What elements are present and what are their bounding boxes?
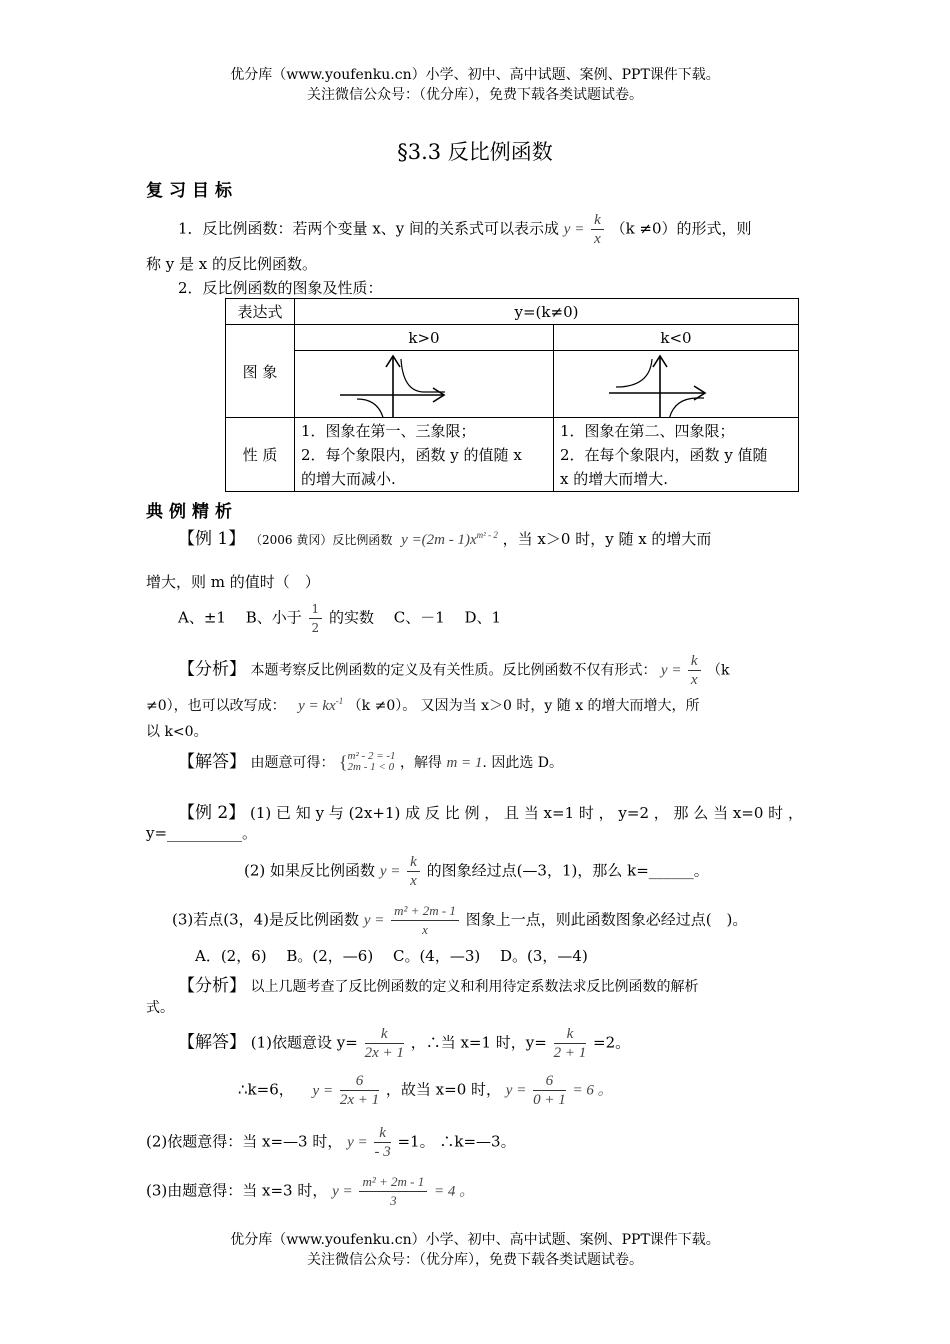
- solution-2-text-e: ，故当 x=0 时，: [385, 1080, 502, 1099]
- frac-den: 3: [390, 1193, 397, 1208]
- solution-2-label: 【解答】: [178, 1032, 246, 1053]
- label-properties: 性 质: [226, 418, 295, 492]
- solution-2-text-h: =1。 ∴k=—3。: [397, 1132, 516, 1151]
- frac-den: - 3: [374, 1144, 391, 1160]
- solution-1: [178, 747, 563, 775]
- review-item-1: [178, 211, 752, 248]
- solution-2-line-4: [146, 1173, 474, 1210]
- expression: y=(k≠0): [295, 299, 799, 325]
- hyperbola-positive-graph: [295, 351, 553, 417]
- frac-num: k: [407, 853, 420, 872]
- branch-quadrant-3: [357, 399, 385, 417]
- formula-y: y =: [363, 912, 385, 929]
- formula-y: y =: [505, 1082, 527, 1099]
- formula-y: y =: [347, 1134, 368, 1151]
- label-graph: 图 象: [226, 325, 295, 418]
- example-2-part-2: [244, 853, 709, 890]
- example-2-part-1: [178, 798, 803, 823]
- frac-num: k: [554, 1025, 587, 1044]
- frac-den: 2 + 1: [553, 1045, 587, 1061]
- branch-quadrant-1: [401, 359, 445, 392]
- neg-prop-3: x 的增大而增大.: [560, 469, 668, 488]
- solution-2-line-1: [178, 1025, 630, 1062]
- example-1-label: 【例 1】: [178, 529, 246, 549]
- label-expression: 表达式: [226, 299, 295, 325]
- analysis-1-label: 【分析】: [178, 659, 246, 680]
- graph-k-negative: [554, 351, 799, 418]
- example-2-options: A．(2，6) B。(2，—6) C。(4，—3) D。(3，—4): [195, 947, 588, 965]
- formula-y: y =: [312, 1082, 334, 1099]
- properties-k-positive: [295, 418, 554, 492]
- formula-y: y =: [332, 1183, 353, 1200]
- frac-num: k: [688, 652, 701, 671]
- review-item-1-cont: 称 y 是 x 的反比例函数。: [146, 255, 318, 273]
- solution-1-solve: ，解得: [400, 755, 442, 771]
- analysis-2-text: 以上几题考查了反比例函数的定义和利用待定系数法求反比例函数的解析: [250, 979, 699, 995]
- example-1-intro: （2006 黄冈）反比例函数: [250, 533, 393, 547]
- k-negative-header: k<0: [554, 325, 799, 351]
- frac-den: x: [422, 922, 428, 937]
- frac-num: k: [374, 1124, 390, 1143]
- solution-1-result: m = 1: [446, 755, 483, 771]
- system-eq-2: 2m - 1 < 0: [347, 761, 395, 773]
- frac-num: 6: [533, 1072, 566, 1091]
- example-2-question-3-cont: 图象上一点，则此函数图象必经过点( )。: [465, 910, 748, 929]
- frac-num: k: [365, 1025, 404, 1044]
- solution-1-answer: . 因此选 D。: [482, 755, 563, 771]
- example-1-options: [178, 600, 501, 637]
- hyperbola-negative-graph: [554, 351, 798, 417]
- branch-quadrant-2: [616, 359, 652, 387]
- analysis-1-reason: （k ≠0）。 又因为当 x＞0 时，y 随 x 的增大而增大，所: [347, 698, 700, 714]
- header-line-1: 优分库（www.youfenku.cn）小学、初中、高中试题、案例、PPT课件下载。: [230, 67, 720, 83]
- frac-num: k: [591, 211, 604, 230]
- properties-table: [225, 298, 799, 492]
- example-1-question: 增大，则 m 的值时（ ）: [146, 573, 320, 591]
- neg-prop-1: 1．图象在第二、四象限；: [560, 421, 735, 440]
- example-2-blank: y=__________。: [146, 824, 258, 842]
- review-item-1-text: 1．反比例函数：若两个变量 x、y 间的关系式可以表示成: [178, 219, 560, 238]
- example-2-question-1: (1) 已 知 y 与 (2x+1) 成 反 比 例 ， 且 当 x=1 时 ， y=2 ， 那 么 当 x=0 时 ，: [250, 804, 803, 822]
- solution-2-result: = 6 。: [572, 1082, 613, 1099]
- solution-2-text-a: (1)依题意设 y=: [250, 1033, 358, 1052]
- pos-prop-2: 2．每个象限内，函数 y 的值随 x: [301, 445, 522, 464]
- analysis-1-line-3: 以 k<0。: [146, 724, 208, 740]
- formula-y: y =: [379, 863, 401, 880]
- analysis-1-rewrite: ≠0），也可以改写成：: [146, 698, 286, 714]
- frac-den: x: [410, 873, 417, 889]
- solution-2-k-value: ∴k=6，: [238, 1080, 294, 1099]
- frac-den: 2x + 1: [339, 1092, 380, 1108]
- pos-prop-1: 1．图象在第一、三象限；: [301, 421, 476, 440]
- analysis-2-line-2: 式。: [146, 1000, 174, 1016]
- formula-kx-exp: -1: [335, 696, 344, 706]
- analysis-2-label: 【分析】: [178, 976, 246, 996]
- review-item-1-cond: （k ≠0）的形式，则: [610, 219, 752, 238]
- formula-y: y =: [563, 221, 585, 238]
- half-den: 2: [311, 621, 320, 635]
- example-2-label: 【例 2】: [178, 803, 246, 823]
- frac-num: 6: [340, 1072, 379, 1091]
- system-eq-1: m² - 2 = -1: [347, 751, 396, 762]
- analysis-1-cond: （k: [707, 662, 730, 679]
- analysis-2: [178, 971, 698, 996]
- equation-system: { m² - 2 = -1 2m - 1 < 0: [338, 751, 396, 773]
- solution-1-text: 由题意可得：: [250, 755, 335, 771]
- example-2-question-2: (2) 如果反比例函数: [244, 861, 376, 880]
- solution-2-text-i: (3)由题意得：当 x=3 时，: [146, 1181, 328, 1200]
- frac-num: m² + 2m - 1: [359, 1173, 427, 1192]
- neg-prop-2: 2．在每个象限内，函数 y 值随: [560, 445, 768, 464]
- branch-quadrant-4: [668, 398, 704, 417]
- footer-line-2: 关注微信公众号：（优分库），免费下载各类试题试卷。: [307, 1252, 643, 1268]
- solution-2-text-b: ，∴当 x=1 时，y=: [410, 1033, 547, 1052]
- analysis-1-formula: [298, 698, 343, 714]
- analysis-1-text: 本题考察反比例函数的定义及有关性质。反比例函数不仅有形式：: [250, 662, 657, 679]
- k-positive-header: k>0: [295, 325, 554, 351]
- solution-2-line-2: [238, 1072, 613, 1109]
- footer-line-1: 优分库（www.youfenku.cn）小学、初中、高中试题、案例、PPT课件下载。: [230, 1232, 720, 1248]
- examples-heading: 典例精析: [146, 502, 238, 522]
- options-part-a: A、±1 B、小于: [178, 608, 302, 627]
- solution-1-label: 【解答】: [178, 752, 246, 772]
- example-1: [178, 524, 711, 549]
- formula-y: y =: [660, 662, 682, 679]
- example-1-condition: ，当 x＞0 时，y 随 x 的增大而: [502, 530, 712, 548]
- solution-2-result-2: = 4 。: [434, 1183, 475, 1200]
- options-part-b: 的实数 C、－1 D、1: [328, 608, 502, 627]
- solution-2-line-3: [146, 1124, 516, 1161]
- header-line-2: 关注微信公众号：（优分库），免费下载各类试题试卷。: [307, 87, 643, 103]
- analysis-1: [178, 652, 730, 689]
- example-2-question-2-cont: 的图象经过点(—3，1)，那么 k=______。: [426, 861, 709, 880]
- frac-num: m² + 2m - 1: [391, 902, 459, 921]
- graph-k-positive: [295, 351, 554, 418]
- example-2-question-3: (3)若点(3，4)是反比例函数: [172, 910, 360, 929]
- example-1-formula-exp: m² - 2: [476, 530, 498, 540]
- frac-den: 0 + 1: [533, 1092, 566, 1108]
- properties-k-negative: [554, 418, 799, 492]
- half-num: 1: [309, 600, 323, 619]
- solution-2-text-g: (2)依题意得：当 x=—3 时，: [146, 1132, 343, 1151]
- example-1-formula-base: y =(2m - 1)x: [401, 532, 477, 548]
- page-title: §3.3 反比例函数: [397, 140, 553, 164]
- frac-den: x: [594, 231, 601, 247]
- frac-den: x: [690, 672, 698, 688]
- formula-kx: y = kx: [298, 698, 336, 714]
- review-heading: 复习目标: [146, 181, 238, 201]
- example-2-part-3: [172, 902, 747, 939]
- solution-2-text-c: =2。: [593, 1033, 631, 1052]
- frac-den: 2x + 1: [364, 1045, 404, 1061]
- review-item-2: 2．反比例函数的图象及性质：: [178, 279, 383, 297]
- analysis-1-line-2: [146, 695, 700, 715]
- pos-prop-3: 的增大而减小.: [301, 469, 396, 488]
- example-1-formula: [401, 532, 498, 548]
